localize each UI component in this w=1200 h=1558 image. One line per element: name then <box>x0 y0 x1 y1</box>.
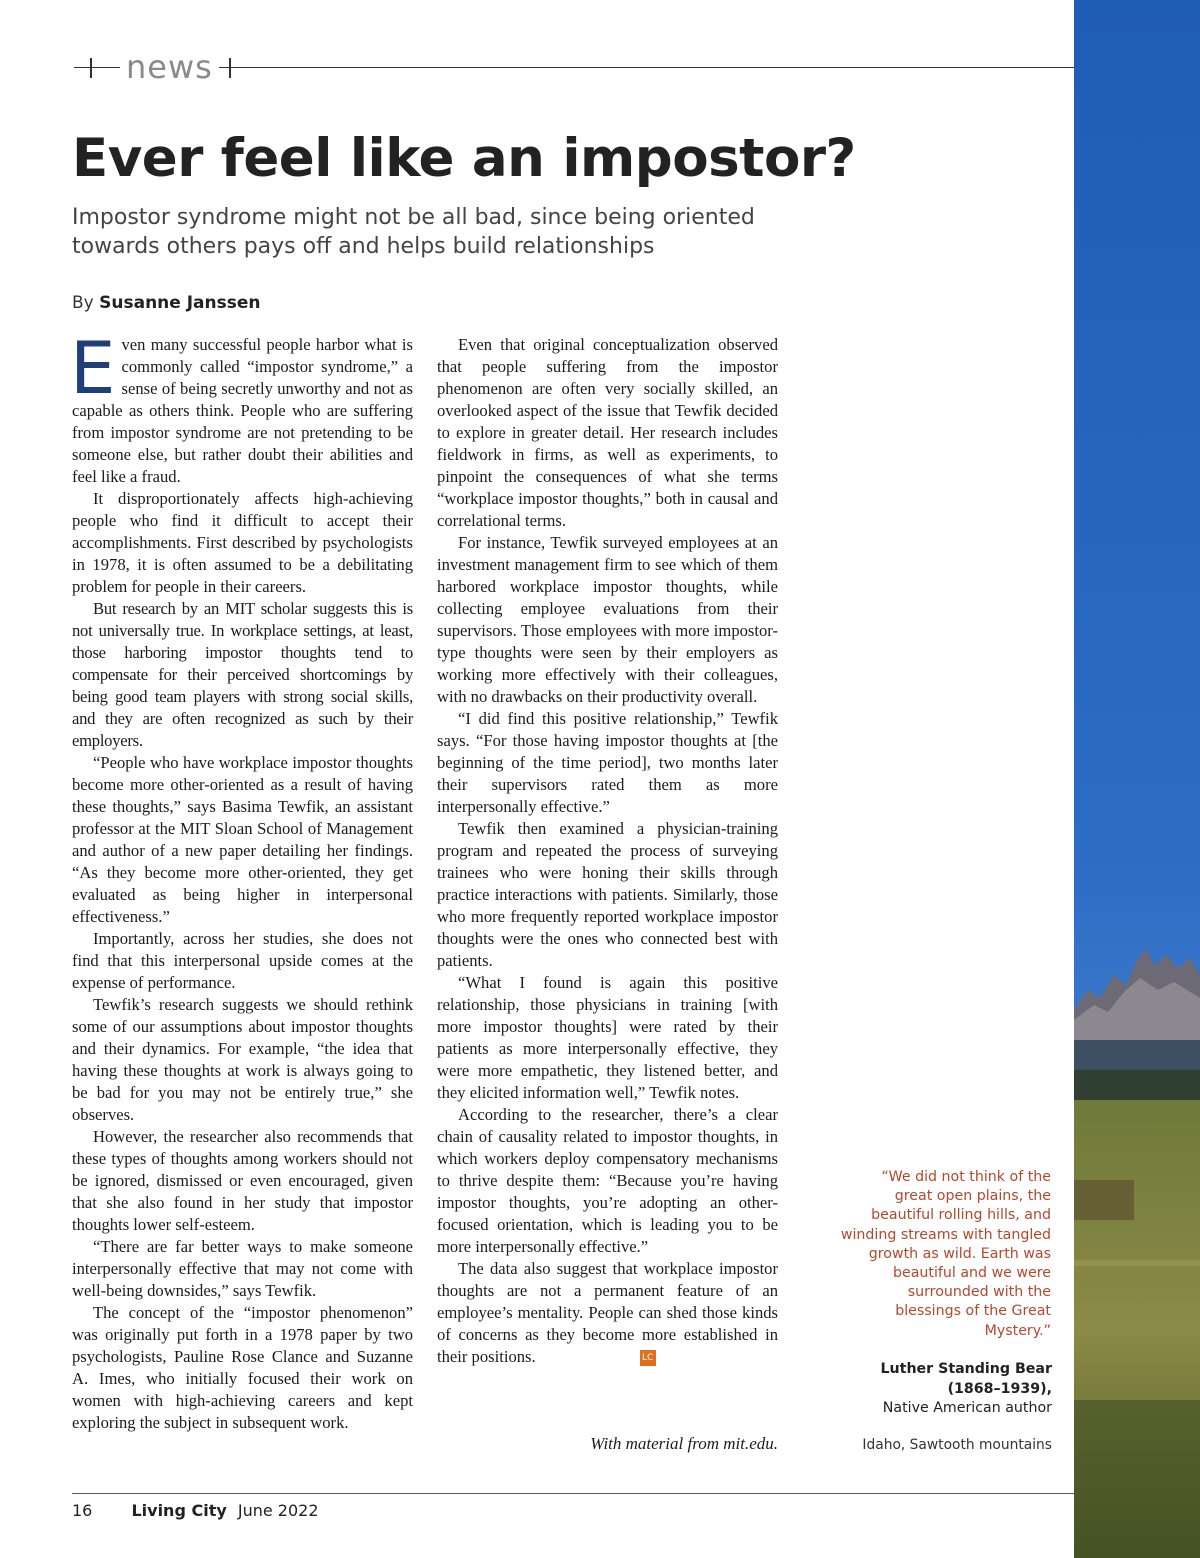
footer-rule <box>72 1493 1074 1494</box>
article-paragraph: For instance, Tewfik surveyed employees at an investment management firm to see which of them harbored workplace impostor thoughts, while collecting employee evaluations from their supervisors. Those employees with more impostor-type thoughts were seen by their employers as working more effectively with their colleagues, with no drawbacks on their productivity overall. <box>437 533 778 706</box>
article-paragraph: Tewfik’s research suggests we should rethink some of our assumptions about impostor thoughts and their dynamics. For example, “the idea that having these thoughts at work is always going to be bad for you may not be entirely true,” she observes. <box>72 995 413 1124</box>
article-paragraph <box>437 1258 778 1368</box>
drop-cap: E <box>70 326 116 410</box>
article-paragraph: It disproportionately affects high-achieving people who find it difficult to accept their accomplishments. First described by psychologists in 1978, it is often assumed to be a debilitating problem for people in their careers. <box>72 489 413 596</box>
end-mark-icon: LC <box>640 1350 656 1366</box>
article-column-1 <box>70 326 413 1434</box>
article-paragraph: According to the researcher, there’s a clear chain of causality related to impostor thoughts, in which workers deploy compensatory mechanisms to thrive despite them: “Because you’re having impostor thoughts, you’re adopting an other-focused orientation, which is leading you to be more interpersonally effective.” <box>437 1105 778 1256</box>
section-label: news <box>120 48 219 86</box>
photo-caption: Idaho, Sawtooth mountains <box>862 1437 1052 1453</box>
section-tick-right <box>229 58 231 78</box>
article-paragraph: “I did find this positive relationship,” Tewfik says. “For those having impostor thoughts at [the beginning of the time period], two months later their supervisors rated them as more interpersonally effective.” <box>437 709 778 816</box>
quote-author-name: Luther Standing Bear <box>880 1361 1052 1377</box>
article-paragraph: “What I found is again this positive relationship, those physicians in training [with more impostor thoughts] were rated by their patients as more interpersonally effective, they were more empathetic, they listened better, and they elicited information well,” Tewfik notes. <box>437 973 778 1102</box>
page-number: 16 <box>72 1501 93 1520</box>
headline: Ever feel like an impostor? <box>72 128 856 189</box>
quote-author-years: (1868–1939), <box>947 1380 1052 1397</box>
byline-prefix: By <box>72 293 94 313</box>
sidebar-quote: “We did not think of the great open plains, the beautiful rolling hills, and winding streams with tangled growth as wild. Earth was beautiful and we were surrounded with the blessings of the Great Mystery.” <box>840 1169 1051 1339</box>
section-tick-left <box>90 58 92 78</box>
article-paragraph: Tewfik then examined a physician-training program and repeated the process of surveying trainees who were honing their skills through practice interactions with patients. Similarly, those who more frequently reported workplace impostor thoughts were the ones who connected best with patients. <box>437 819 778 970</box>
article-paragraph: The concept of the “impostor phenomenon” was originally put forth in a 1978 paper by two psychologists, Pauline Rose Clance and Suzanne A. Imes, who initially focused their work on women with high-achieving careers and kept exploring the subject in subsequent work. <box>72 1303 413 1432</box>
article-column-2 <box>437 334 778 1368</box>
article-paragraph: Even that original conceptualization observed that people suffering from the impostor phenomenon are often very socially skilled, an overlooked aspect of the issue that Tewfik decided to explore in greater detail. Her research includes fieldwork in firms, as well as experiments, to pinpoint the consequences of what she terms “workplace impostor thoughts,” both in causal and correlational terms. <box>437 335 778 530</box>
page-footer <box>72 1501 319 1520</box>
article-paragraph: Importantly, across her studies, she does not find that this interpersonal upside comes at the expense of performance. <box>72 929 413 992</box>
quote-author-role: Native American author <box>882 1400 1052 1416</box>
section-rule <box>74 67 1200 68</box>
mountain-landscape-image <box>1074 0 1200 1558</box>
magazine-name: Living City <box>131 1501 227 1520</box>
source-credit: With material from mit.edu. <box>590 1434 778 1453</box>
paragraph-text: ven many successful people harbor what is commonly called “impostor syndrome,” a sense of being secretly unworthy and not as capable as others think. People who are suffering from impostor syndrome are not pretending to be someone else, but rather doubt their abilities and feel like a fraud. <box>72 335 413 486</box>
author-name: Susanne Janssen <box>99 293 261 313</box>
issue-date: June 2022 <box>237 1501 319 1520</box>
article-paragraph <box>70 326 413 488</box>
article-paragraph: But research by an MIT scholar suggests this is not universally true. In workplace settings, at least, those harboring impostor thoughts tend to compensate for their perceived shortcomings by being good team players with strong social skills, and they are often recognized as such by their employers. <box>72 599 413 750</box>
deck-subtitle: Impostor syndrome might not be all bad, since being oriented towards others pays off and helps build relationships <box>72 205 755 259</box>
article-paragraph: “There are far better ways to make someone interpersonally effective that may not come with well-being downsides,” says Tewfik. <box>72 1237 413 1300</box>
mountain-landscape-photo <box>1074 0 1200 1558</box>
article-paragraph: “People who have workplace impostor thoughts become more other-oriented as a result of having these thoughts,” says Basima Tewfik, an assistant professor at the MIT Sloan School of Management and author of a new paper detailing her findings. “As they become more other-oriented, they get evaluated as being higher in interpersonal effectiveness.” <box>72 753 413 926</box>
paragraph-text: The data also suggest that workplace impostor thoughts are not a permanent feature of an employee’s mentality. People can shed those kinds of concerns as they become more established in their positions. <box>437 1259 778 1366</box>
article-paragraph: However, the researcher also recommends that these types of thoughts among workers should not be ignored, dismissed or even encouraged, given that she also found in her study that impostor thoughts lower self-esteem. <box>72 1127 413 1234</box>
quote-attribution <box>840 1360 1052 1419</box>
byline <box>72 293 261 313</box>
